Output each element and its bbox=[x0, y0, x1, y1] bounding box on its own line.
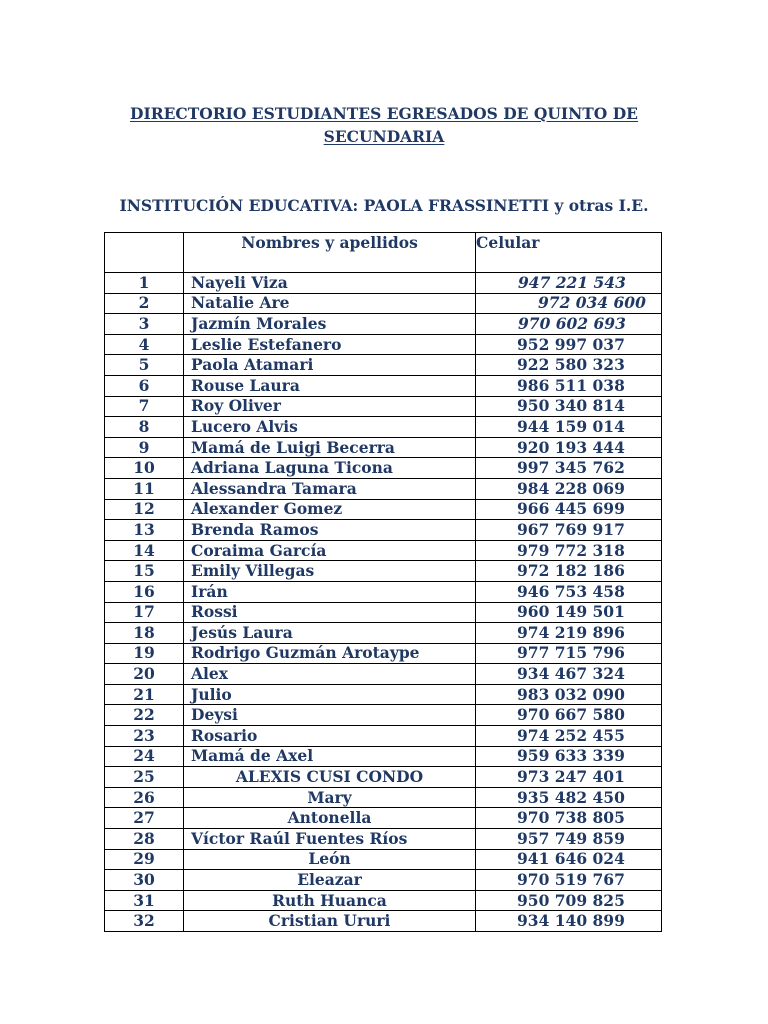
title-line-2: SECUNDARIA bbox=[323, 127, 445, 146]
table-row bbox=[105, 499, 662, 520]
row-number: 30 bbox=[105, 870, 184, 891]
row-number: 29 bbox=[105, 849, 184, 870]
row-number: 4 bbox=[105, 334, 184, 355]
row-number: 10 bbox=[105, 458, 184, 479]
row-number: 22 bbox=[105, 705, 184, 726]
student-name: Alexander Gomez bbox=[184, 499, 476, 520]
table-row bbox=[105, 396, 662, 417]
table-row bbox=[105, 375, 662, 396]
student-name: Rouse Laura bbox=[184, 375, 476, 396]
row-number: 24 bbox=[105, 746, 184, 767]
row-number: 25 bbox=[105, 767, 184, 788]
student-name: Leslie Estefanero bbox=[184, 334, 476, 355]
table-row bbox=[105, 520, 662, 541]
table-row bbox=[105, 561, 662, 582]
header-name: Nombres y apellidos bbox=[184, 233, 476, 273]
phone-number: 970 738 805 bbox=[476, 808, 662, 829]
phone-number: 983 032 090 bbox=[476, 684, 662, 705]
table-row bbox=[105, 684, 662, 705]
table-header-row bbox=[105, 233, 662, 273]
phone-number: 966 445 699 bbox=[476, 499, 662, 520]
phone-number: 960 149 501 bbox=[476, 602, 662, 623]
student-name: Alessandra Tamara bbox=[184, 478, 476, 499]
student-name: Eleazar bbox=[184, 870, 476, 891]
student-name: Nayeli Viza bbox=[184, 273, 476, 294]
phone-number: 977 715 796 bbox=[476, 643, 662, 664]
student-name: Rodrigo Guzmán Arotaype bbox=[184, 643, 476, 664]
phone-number: 974 252 455 bbox=[476, 726, 662, 747]
table-row bbox=[105, 293, 662, 314]
student-name: Roy Oliver bbox=[184, 396, 476, 417]
phone-number: 922 580 323 bbox=[476, 355, 662, 376]
table-row bbox=[105, 314, 662, 335]
student-directory-table bbox=[104, 232, 662, 932]
phone-number: 946 753 458 bbox=[476, 581, 662, 602]
phone-number: 920 193 444 bbox=[476, 437, 662, 458]
table-row bbox=[105, 787, 662, 808]
phone-number: 957 749 859 bbox=[476, 829, 662, 850]
phone-number: 972 182 186 bbox=[476, 561, 662, 582]
student-name: Adriana Laguna Ticona bbox=[184, 458, 476, 479]
phone-number: 941 646 024 bbox=[476, 849, 662, 870]
student-name: Rosario bbox=[184, 726, 476, 747]
phone-number: 986 511 038 bbox=[476, 375, 662, 396]
row-number: 16 bbox=[105, 581, 184, 602]
phone-number: 947 221 543 bbox=[476, 273, 662, 294]
row-number: 8 bbox=[105, 417, 184, 438]
phone-number: 970 519 767 bbox=[476, 870, 662, 891]
table-row bbox=[105, 767, 662, 788]
student-name: Jazmín Morales bbox=[184, 314, 476, 335]
student-name: Antonella bbox=[184, 808, 476, 829]
student-name: ALEXIS CUSI CONDO bbox=[184, 767, 476, 788]
row-number: 23 bbox=[105, 726, 184, 747]
row-number: 5 bbox=[105, 355, 184, 376]
row-number: 28 bbox=[105, 829, 184, 850]
phone-number: 997 345 762 bbox=[476, 458, 662, 479]
student-name: Mamá de Luigi Becerra bbox=[184, 437, 476, 458]
row-number: 6 bbox=[105, 375, 184, 396]
table-row bbox=[105, 870, 662, 891]
table-row bbox=[105, 355, 662, 376]
phone-number: 959 633 339 bbox=[476, 746, 662, 767]
row-number: 7 bbox=[105, 396, 184, 417]
table-row bbox=[105, 602, 662, 623]
table-row bbox=[105, 849, 662, 870]
row-number: 26 bbox=[105, 787, 184, 808]
table-row bbox=[105, 643, 662, 664]
table-row bbox=[105, 726, 662, 747]
table-row bbox=[105, 911, 662, 932]
phone-number: 934 140 899 bbox=[476, 911, 662, 932]
phone-number: 950 709 825 bbox=[476, 890, 662, 911]
phone-number: 979 772 318 bbox=[476, 540, 662, 561]
row-number: 1 bbox=[105, 273, 184, 294]
student-name: León bbox=[184, 849, 476, 870]
phone-number: 952 997 037 bbox=[476, 334, 662, 355]
row-number: 19 bbox=[105, 643, 184, 664]
phone-number: 934 467 324 bbox=[476, 664, 662, 685]
phone-number: 972 034 600 bbox=[476, 293, 662, 314]
table-row bbox=[105, 334, 662, 355]
student-name: Natalie Are bbox=[184, 293, 476, 314]
row-number: 17 bbox=[105, 602, 184, 623]
row-number: 9 bbox=[105, 437, 184, 458]
table-row bbox=[105, 746, 662, 767]
header-number bbox=[105, 233, 184, 273]
row-number: 31 bbox=[105, 890, 184, 911]
student-name: Brenda Ramos bbox=[184, 520, 476, 541]
table-row bbox=[105, 417, 662, 438]
header-phone: Celular bbox=[476, 233, 662, 273]
row-number: 27 bbox=[105, 808, 184, 829]
table-row bbox=[105, 808, 662, 829]
table-row bbox=[105, 540, 662, 561]
student-name: Irán bbox=[184, 581, 476, 602]
table-row bbox=[105, 458, 662, 479]
student-name: Rossi bbox=[184, 602, 476, 623]
student-name: Julio bbox=[184, 684, 476, 705]
student-name: Mary bbox=[184, 787, 476, 808]
row-number: 13 bbox=[105, 520, 184, 541]
student-name: Jesús Laura bbox=[184, 623, 476, 644]
row-number: 14 bbox=[105, 540, 184, 561]
phone-number: 970 602 693 bbox=[476, 314, 662, 335]
table-body bbox=[105, 273, 662, 932]
row-number: 21 bbox=[105, 684, 184, 705]
phone-number: 974 219 896 bbox=[476, 623, 662, 644]
student-name: Deysi bbox=[184, 705, 476, 726]
row-number: 15 bbox=[105, 561, 184, 582]
table-row bbox=[105, 623, 662, 644]
row-number: 18 bbox=[105, 623, 184, 644]
row-number: 3 bbox=[105, 314, 184, 335]
row-number: 12 bbox=[105, 499, 184, 520]
phone-number: 935 482 450 bbox=[476, 787, 662, 808]
row-number: 32 bbox=[105, 911, 184, 932]
institution-subtitle: INSTITUCIÓN EDUCATIVA: PAOLA FRASSINETTI y otras I.E. bbox=[119, 196, 649, 215]
student-name: Emily Villegas bbox=[184, 561, 476, 582]
document-title bbox=[100, 102, 668, 148]
phone-number: 973 247 401 bbox=[476, 767, 662, 788]
phone-number: 944 159 014 bbox=[476, 417, 662, 438]
student-name: Cristian Ururi bbox=[184, 911, 476, 932]
row-number: 20 bbox=[105, 664, 184, 685]
phone-number: 984 228 069 bbox=[476, 478, 662, 499]
table-row bbox=[105, 890, 662, 911]
phone-number: 967 769 917 bbox=[476, 520, 662, 541]
table-row bbox=[105, 478, 662, 499]
student-name: Ruth Huanca bbox=[184, 890, 476, 911]
table-row bbox=[105, 705, 662, 726]
table-row bbox=[105, 829, 662, 850]
student-name: Paola Atamari bbox=[184, 355, 476, 376]
student-name: Alex bbox=[184, 664, 476, 685]
row-number: 11 bbox=[105, 478, 184, 499]
student-name: Víctor Raúl Fuentes Ríos bbox=[184, 829, 476, 850]
table-row bbox=[105, 437, 662, 458]
student-name: Lucero Alvis bbox=[184, 417, 476, 438]
title-line-1: DIRECTORIO ESTUDIANTES EGRESADOS DE QUINTO DE bbox=[130, 104, 638, 123]
phone-number: 970 667 580 bbox=[476, 705, 662, 726]
student-name: Mamá de Axel bbox=[184, 746, 476, 767]
table-row bbox=[105, 664, 662, 685]
row-number: 2 bbox=[105, 293, 184, 314]
table-row bbox=[105, 581, 662, 602]
table-row bbox=[105, 273, 662, 294]
student-name: Coraima García bbox=[184, 540, 476, 561]
phone-number: 950 340 814 bbox=[476, 396, 662, 417]
